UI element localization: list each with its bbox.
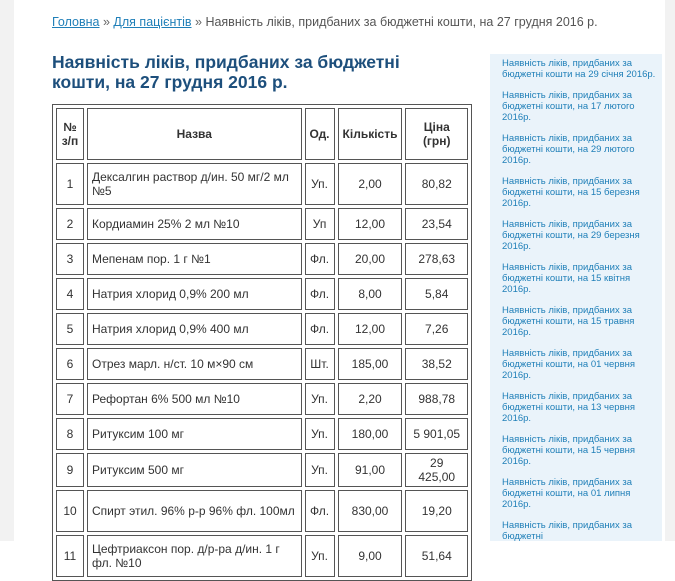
cell-price: 38,52	[405, 348, 468, 380]
cell-unit: Уп.	[305, 163, 335, 205]
breadcrumb-separator: »	[102, 15, 110, 29]
cell-price: 29 425,00	[405, 453, 468, 487]
cell-name: Цефтриаксон пор. д/р-ра д/ин. 1 г фл. №10	[87, 535, 302, 577]
sidebar-link[interactable]: Наявність ліків, придбаних за бюджетні кошти, на 17 лютого 2016р.	[502, 90, 635, 123]
cell-price: 19,20	[405, 490, 468, 532]
cell-name: Натрия хлорид 0,9% 200 мл	[87, 278, 302, 310]
cell-quantity: 2,20	[338, 383, 403, 415]
sidebar-link[interactable]: Наявність ліків, придбаних за бюджетні кошти, на 29 березня 2016р.	[502, 219, 640, 252]
sidebar-link[interactable]: Наявність ліків, придбаних за бюджетні кошти, на 15 березня 2016р.	[502, 176, 640, 209]
table-row	[56, 383, 468, 415]
cell-price: 51,64	[405, 535, 468, 577]
cell-number: 2	[56, 208, 84, 240]
column-header-quantity: Кількість	[338, 108, 403, 160]
cell-name: Натрия хлорид 0,9% 400 мл	[87, 313, 302, 345]
sidebar-link[interactable]: Наявність ліків, придбаних за бюджетні кошти на 29 січня 2016р.	[502, 58, 656, 80]
cell-number: 11	[56, 535, 84, 577]
table-row	[56, 535, 468, 577]
breadcrumb	[52, 15, 598, 29]
cell-quantity: 180,00	[338, 418, 403, 450]
table-row	[56, 208, 468, 240]
column-header-number: № з/п	[56, 108, 84, 160]
cell-number: 9	[56, 453, 84, 487]
cell-name: Кордиамин 25% 2 мл №10	[87, 208, 302, 240]
cell-unit: Уп.	[305, 535, 335, 577]
page-title: Наявність ліків, придбаних за бюджетні кошти, на 27 грудня 2016 р.	[52, 52, 400, 92]
sidebar-link[interactable]: Наявність ліків, придбаних за бюджетні	[502, 520, 632, 542]
sidebar-link[interactable]: Наявність ліків, придбаних за бюджетні кошти, на 15 червня 2016р.	[502, 434, 636, 467]
sidebar-link[interactable]: Наявність ліків, придбаних за бюджетні кошти, на 01 червня 2016р.	[502, 348, 636, 381]
cell-quantity: 830,00	[338, 490, 403, 532]
cell-name: Ритуксим 100 мг	[87, 418, 302, 450]
cell-unit: Фл.	[305, 313, 335, 345]
cell-number: 1	[56, 163, 84, 205]
cell-unit: Уп.	[305, 453, 335, 487]
cell-name: Рефортан 6% 500 мл №10	[87, 383, 302, 415]
breadcrumb-separator: »	[195, 15, 202, 29]
cell-name: Спирт этил. 96% р-р 96% фл. 100мл	[87, 490, 302, 532]
sidebar-link[interactable]: Наявність ліків, придбаних за бюджетні кошти, на 15 квітня 2016р.	[502, 262, 632, 295]
sidebar-link[interactable]: Наявність ліків, придбаних за бюджетні кошти, на 01 липня 2016р.	[502, 477, 632, 510]
table-row	[56, 278, 468, 310]
cell-price: 5,84	[405, 278, 468, 310]
breadcrumb-patients-link[interactable]: Для пацієнтів	[113, 15, 192, 29]
column-header-name: Назва	[87, 108, 302, 160]
table-row	[56, 453, 468, 487]
cell-number: 7	[56, 383, 84, 415]
cell-price: 278,63	[405, 243, 468, 275]
table-row	[56, 348, 468, 380]
cell-quantity: 20,00	[338, 243, 403, 275]
sidebar-link-list	[490, 54, 662, 542]
column-header-unit: Од.	[305, 108, 335, 160]
cell-number: 8	[56, 418, 84, 450]
cell-name: Дексалгин раствор д/ин. 50 мг/2 мл №5	[87, 163, 302, 205]
cell-quantity: 185,00	[338, 348, 403, 380]
cell-price: 988,78	[405, 383, 468, 415]
table-row	[56, 490, 468, 532]
cell-quantity: 91,00	[338, 453, 403, 487]
table-row	[56, 163, 468, 205]
cell-quantity: 8,00	[338, 278, 403, 310]
left-page-margin	[0, 0, 14, 541]
sidebar-link[interactable]: Наявність ліків, придбаних за бюджетні кошти, на 29 лютого 2016р.	[502, 133, 635, 166]
cell-quantity: 9,00	[338, 535, 403, 577]
cell-name: Мепенам пор. 1 г №1	[87, 243, 302, 275]
cell-number: 10	[56, 490, 84, 532]
cell-number: 4	[56, 278, 84, 310]
cell-unit: Уп.	[305, 383, 335, 415]
cell-unit: Фл.	[305, 490, 335, 532]
cell-price: 7,26	[405, 313, 468, 345]
cell-number: 3	[56, 243, 84, 275]
breadcrumb-home-link[interactable]: Головна	[52, 15, 100, 29]
cell-number: 6	[56, 348, 84, 380]
cell-price: 80,82	[405, 163, 468, 205]
medicines-table	[52, 104, 472, 581]
cell-quantity: 2,00	[338, 163, 403, 205]
cell-unit: Уп	[305, 208, 335, 240]
cell-quantity: 12,00	[338, 208, 403, 240]
column-header-price: Ціна (грн)	[405, 108, 468, 160]
table-row	[56, 313, 468, 345]
cell-price: 23,54	[405, 208, 468, 240]
cell-number: 5	[56, 313, 84, 345]
cell-unit: Уп.	[305, 418, 335, 450]
sidebar-link[interactable]: Наявність ліків, придбаних за бюджетні кошти, на 15 травня 2016р.	[502, 305, 635, 338]
cell-unit: Фл.	[305, 243, 335, 275]
cell-name: Отрез марл. н/ст. 10 м×90 см	[87, 348, 302, 380]
cell-unit: Шт.	[305, 348, 335, 380]
sidebar-link[interactable]: Наявність ліків, придбаних за бюджетні кошти, на 13 червня 2016р.	[502, 391, 636, 424]
sidebar	[490, 54, 662, 541]
table-row	[56, 418, 468, 450]
cell-price: 5 901,05	[405, 418, 468, 450]
breadcrumb-current: Наявність ліків, придбаних за бюджетні кошти, на 27 грудня 2016 р.	[205, 15, 598, 29]
table-row	[56, 243, 468, 275]
cell-quantity: 12,00	[338, 313, 403, 345]
cell-unit: Фл.	[305, 278, 335, 310]
table-header-row	[56, 108, 468, 160]
right-page-margin	[665, 0, 675, 541]
cell-name: Ритуксим 500 мг	[87, 453, 302, 487]
